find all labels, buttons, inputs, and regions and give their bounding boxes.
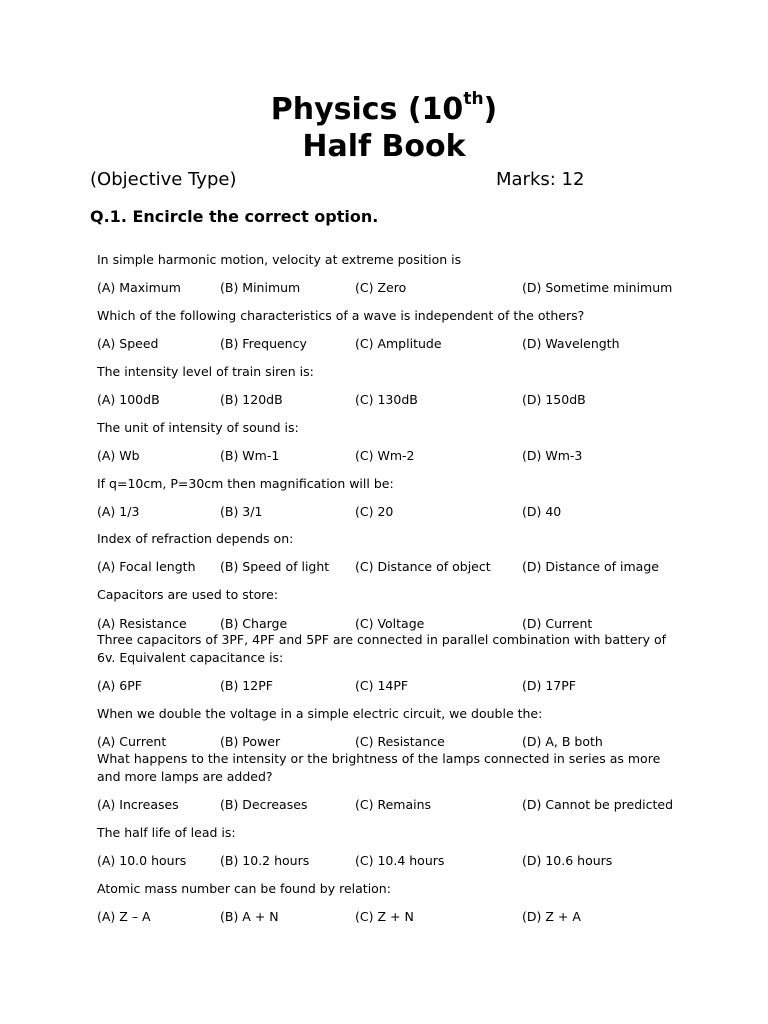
question-4-text: The unit of intensity of sound is: [97,420,299,435]
question-3-option-a: (A) 100dB [97,392,160,407]
question-1-option-b: (B) Minimum [220,280,301,295]
question-4-option-a: (A) Wb [97,448,140,463]
question-11-option-a: (A) 10.0 hours [97,853,187,868]
page-subtitle: Half Book [302,129,466,164]
question-9-option-b: (B) Power [220,734,281,749]
question-10-option-a: (A) Increases [97,797,179,812]
question-7-option-c: (C) Voltage [355,616,425,631]
question-11-option-b: (B) 10.2 hours [220,853,310,868]
question-7-option-b: (B) Charge [220,616,288,631]
question-8-option-a: (A) 6PF [97,678,142,693]
question-6-option-c: (C) Distance of object [355,559,491,574]
question-12-option-b: (B) A + N [220,909,279,924]
question-3-option-b: (B) 120dB [220,392,283,407]
title-superscript: th [463,89,484,109]
question-4-option-b: (B) Wm-1 [220,448,280,463]
question-1-text: In simple harmonic motion, velocity at extreme position is [97,252,462,267]
question-12-text: Atomic mass number can be found by relation: [97,881,391,896]
question-9-option-d: (D) A, B both [522,734,603,749]
question-2-option-c: (C) Amplitude [355,336,442,351]
question-3-option-c: (C) 130dB [355,392,418,407]
question-5-option-d: (D) 40 [522,504,562,519]
question-4-option-c: (C) Wm-2 [355,448,415,463]
page-title: Physics (10th) [270,89,498,127]
question-2-option-a: (A) Speed [97,336,159,351]
question-9-text: When we double the voltage in a simple electric circuit, we double the: [97,706,543,721]
question-12-option-d: (D) Z + A [522,909,581,924]
question-10-option-c: (C) Remains [355,797,432,812]
question-6-option-b: (B) Speed of light [220,559,330,574]
question-6-option-a: (A) Focal length [97,559,196,574]
question-2-option-b: (B) Frequency [220,336,307,351]
objective-type-label: (Objective Type) [90,169,237,190]
question-7-option-d: (D) Current [522,616,593,631]
question-2-text: Which of the following characteristics of a wave is independent of the others? [97,308,585,323]
question-7-option-a: (A) Resistance [97,616,187,631]
question-6-text: Index of refraction depends on: [97,531,294,546]
question-8-text: Three capacitors of 3PF, 4PF and 5PF are connected in parallel combination with battery of 6v. Equivalent capacitance is: [97,632,667,665]
question-3-option-d: (D) 150dB [522,392,586,407]
question-10-text: What happens to the intensity or the brightness of the lamps connected in series as more and more lamps are added? [97,751,661,784]
question-5-option-c: (C) 20 [355,504,394,519]
question-9-option-c: (C) Resistance [355,734,445,749]
question-12-option-a: (A) Z – A [97,909,151,924]
question-5-option-a: (A) 1/3 [97,504,140,519]
question-5-option-b: (B) 3/1 [220,504,263,519]
question-12-option-c: (C) Z + N [355,909,414,924]
question-1-option-c: (C) Zero [355,280,407,295]
question-10-option-b: (B) Decreases [220,797,308,812]
question-4-option-d: (D) Wm-3 [522,448,583,463]
question-7-text: Capacitors are used to store: [97,587,279,602]
question-11-text: The half life of lead is: [97,825,236,840]
question-11-option-d: (D) 10.6 hours [522,853,613,868]
question-3-text: The intensity level of train siren is: [97,364,314,379]
question-10-option-d: (D) Cannot be predicted [522,797,674,812]
question-1-option-d: (D) Sometime minimum [522,280,673,295]
question-8-option-d: (D) 17PF [522,678,576,693]
question-1-option-a: (A) Maximum [97,280,181,295]
question-6-option-d: (D) Distance of image [522,559,659,574]
question-8-option-b: (B) 12PF [220,678,273,693]
question-2-option-d: (D) Wavelength [522,336,620,351]
marks-label: Marks: 12 [496,169,585,190]
question-5-text: If q=10cm, P=30cm then magnification will be: [97,476,394,491]
question-11-option-c: (C) 10.4 hours [355,853,445,868]
question-8-option-c: (C) 14PF [355,678,409,693]
question-9-option-a: (A) Current [97,734,167,749]
question-instruction: Q.1. Encircle the correct option. [90,207,379,226]
